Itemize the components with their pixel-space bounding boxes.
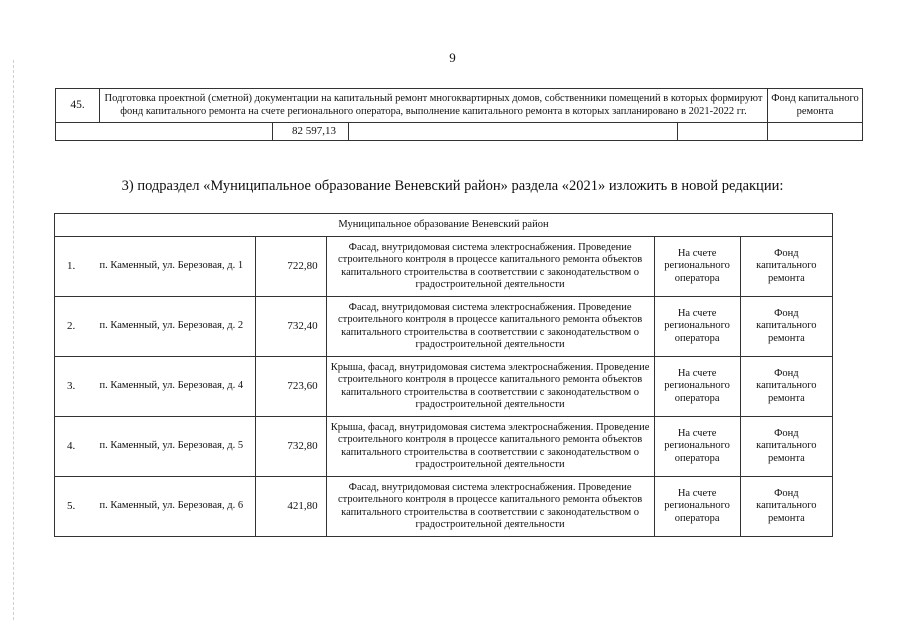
- row-description: Подготовка проектной (сметной) документации на капитальный ремонт многоквартирных домов, собственники помещений в которых формируют фонд капитального ремонта на счете регионального оператора, выполнение капитального ремонта в которых запланировано в 2021-2022 гг.: [100, 89, 768, 123]
- table-row: [55, 357, 833, 417]
- empty-cell: [768, 123, 863, 141]
- address-cell: п. Каменный, ул. Березовая, д. 6: [88, 477, 255, 537]
- table-row: [56, 89, 863, 123]
- method-cell: На счете регионального оператора: [654, 297, 740, 357]
- address-cell: п. Каменный, ул. Березовая, д. 4: [88, 357, 255, 417]
- source-cell: Фонд капитального ремонта: [740, 297, 832, 357]
- area-cell: 421,80: [255, 477, 326, 537]
- table-row: [55, 297, 833, 357]
- table-row: [55, 417, 833, 477]
- row-number: 45.: [56, 89, 100, 123]
- main-table: [54, 213, 833, 537]
- row-number: 1.: [55, 237, 89, 297]
- sum-value: 82 597,13: [273, 123, 349, 141]
- address-cell: п. Каменный, ул. Березовая, д. 1: [88, 237, 255, 297]
- method-cell: На счете регионального оператора: [654, 477, 740, 537]
- method-cell: На счете регионального оператора: [654, 357, 740, 417]
- source-cell: Фонд капитального ремонта: [740, 357, 832, 417]
- works-cell: Крыша, фасад, внутридомовая система электроснабжения. Проведение строительного контроля в процессе капитального ремонта объектов капитального строительства в соответствии с законодательством о градостроительной деятельности: [326, 417, 654, 477]
- binding-margin-line: [13, 60, 14, 620]
- area-cell: 723,60: [255, 357, 326, 417]
- source-cell: Фонд капитального ремонта: [740, 477, 832, 537]
- area-cell: 732,80: [255, 417, 326, 477]
- row-number: 5.: [55, 477, 89, 537]
- source-cell: Фонд капитального ремонта: [740, 237, 832, 297]
- area-cell: 732,40: [255, 297, 326, 357]
- table-row: [55, 237, 833, 297]
- address-cell: п. Каменный, ул. Березовая, д. 5: [88, 417, 255, 477]
- table-title-row: [55, 214, 833, 237]
- page-number: 9: [449, 50, 456, 65]
- row-number: 2.: [55, 297, 89, 357]
- funding-source: Фонд капитального ремонта: [768, 89, 863, 123]
- table-row: [55, 477, 833, 537]
- section-heading: 3) подраздел «Муниципальное образование Веневский район» раздела «2021» изложить в новой редакции:: [121, 178, 784, 194]
- source-cell: Фонд капитального ремонта: [740, 417, 832, 477]
- empty-cell: [349, 123, 678, 141]
- top-table: [55, 88, 863, 141]
- empty-cell: [56, 123, 273, 141]
- works-cell: Фасад, внутридомовая система электроснабжения. Проведение строительного контроля в процессе капитального ремонта объектов капитального строительства в соответствии с законодательством о градостроительной деятельности: [326, 297, 654, 357]
- works-cell: Фасад, внутридомовая система электроснабжения. Проведение строительного контроля в процессе капитального ремонта объектов капитального строительства в соответствии с законодательством о градостроительной деятельности: [326, 237, 654, 297]
- method-cell: На счете регионального оператора: [654, 237, 740, 297]
- table-row-sum: [56, 123, 863, 141]
- method-cell: На счете регионального оператора: [654, 417, 740, 477]
- works-cell: Фасад, внутридомовая система электроснабжения. Проведение строительного контроля в процессе капитального ремонта объектов капитального строительства в соответствии с законодательством о градостроительной деятельности: [326, 477, 654, 537]
- area-cell: 722,80: [255, 237, 326, 297]
- works-cell: Крыша, фасад, внутридомовая система электроснабжения. Проведение строительного контроля в процессе капитального ремонта объектов капитального строительства в соответствии с законодательством о градостроительной деятельности: [326, 357, 654, 417]
- row-number: 4.: [55, 417, 89, 477]
- table-title: Муниципальное образование Веневский район: [55, 214, 833, 237]
- row-number: 3.: [55, 357, 89, 417]
- empty-cell: [678, 123, 768, 141]
- address-cell: п. Каменный, ул. Березовая, д. 2: [88, 297, 255, 357]
